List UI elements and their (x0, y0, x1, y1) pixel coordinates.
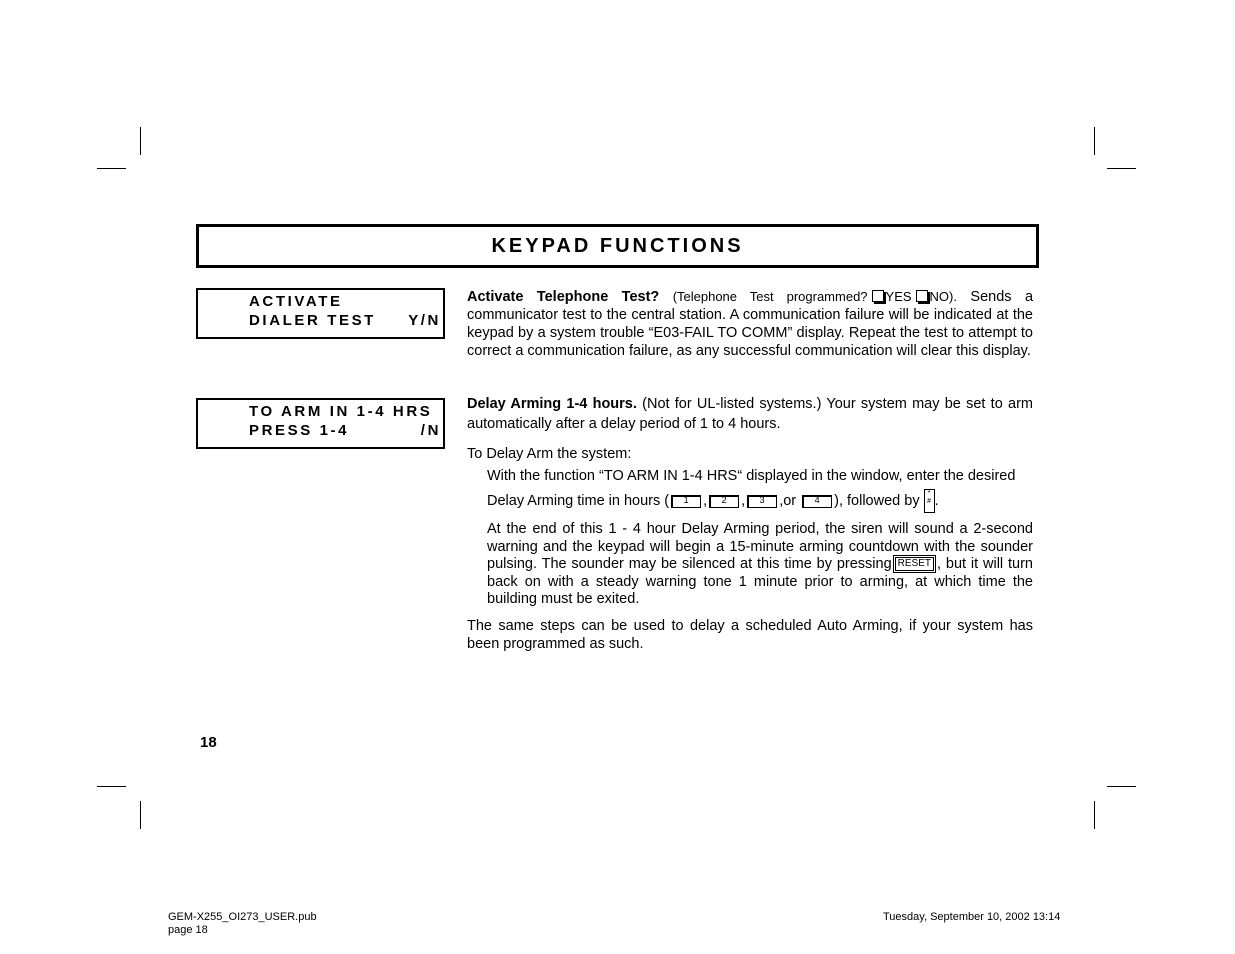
programmed-note: (Telephone Test programmed? (672, 289, 868, 304)
lcd-line-2-option: Y/N (408, 312, 441, 329)
lcd-line-2: PRESS 1-4 (249, 422, 350, 439)
star-key-top: * (927, 490, 931, 498)
footer-filename: GEM-X255_OI273_USER.pub (168, 911, 317, 923)
step-text: , but it will turn back on with a steady warning tone 1 minute prior to arming, at which time the building must be exited. (487, 556, 1033, 607)
crop-mark (1107, 168, 1136, 169)
lcd-line-2-option: /N (420, 422, 441, 439)
delay-arming-paragraph (467, 394, 1033, 434)
separator: ,or (779, 493, 797, 509)
crop-mark (1107, 786, 1136, 787)
no-label: NO). (929, 289, 957, 304)
section-heading: Delay Arming 1-4 hours. (467, 396, 637, 412)
closing-paragraph: The same steps can be used to delay a scheduled Auto Arming, if your system has been programmed as such. (467, 618, 1033, 652)
step-1-line-1: With the function “TO ARM IN 1-4 HRS“ displayed in the window, enter the desired (487, 468, 1016, 484)
crop-mark (97, 168, 126, 169)
lcd-line-1: TO ARM IN 1-4 HRS (249, 403, 433, 420)
footer-timestamp: Tuesday, September 10, 2002 13:14 (883, 911, 1061, 923)
step-text: Delay Arming time in hours ( (487, 493, 670, 509)
checkbox-icon (916, 290, 928, 302)
step-2-paragraph (487, 521, 1033, 609)
lcd-line-1: ACTIVATE (249, 293, 343, 310)
lcd-line-2: DIALER TEST (249, 312, 376, 329)
body-text: (Not for UL-listed systems.) Your system may be set to arm automatically after a delay period of 1 to 4 hours. (467, 396, 1033, 432)
crop-mark (97, 786, 126, 787)
step-text: . (934, 493, 939, 509)
separator: , (741, 493, 746, 509)
checkbox-icon (872, 290, 884, 302)
reset-key-icon: RESET (895, 557, 934, 571)
lcd-display-delay-arm (196, 398, 445, 449)
crop-mark (140, 801, 141, 829)
section-heading: Activate Telephone Test? (467, 289, 660, 305)
lcd-display-dialer-test (196, 288, 445, 339)
step-text: At the end of this 1 - 4 hour Delay Arming period, the siren will sound a 2-second warning and the keypad will begin a 15-minute arming countdown with the sounder pulsing. The sounder may be silenced at this time by pressing (487, 521, 1033, 572)
key-3-icon: 3 (747, 495, 777, 508)
star-key-bottom: # (927, 498, 932, 506)
key-2-icon: 2 (709, 495, 739, 508)
star-key-icon (924, 489, 935, 513)
to-delay-arm-label: To Delay Arm the system: (467, 446, 632, 462)
footer-page: page 18 (168, 924, 208, 936)
body-text: communicator test to the central station. A communication failure will be indicated at the keypad by a system trouble “E03-FAIL TO COMM” display. Repeat the test to attempt to correct a communication failure, as any successful communication will clear this display. (467, 307, 1033, 359)
page-number: 18 (200, 734, 217, 751)
footer-file (168, 911, 317, 937)
section-title-box (196, 224, 1039, 268)
key-1-icon: 1 (671, 495, 701, 508)
yes-label: YES (885, 289, 912, 304)
activate-telephone-test-paragraph (467, 288, 1033, 360)
crop-mark (1094, 801, 1095, 829)
step-text: ), followed by (834, 493, 920, 509)
key-4-icon: 4 (802, 495, 832, 508)
body-text: Sends a (970, 289, 1034, 305)
separator: , (703, 493, 708, 509)
crop-mark (1094, 127, 1095, 155)
step-1-line-2 (487, 489, 1033, 513)
page-title: KEYPAD FUNCTIONS (491, 234, 744, 257)
crop-mark (140, 127, 141, 155)
